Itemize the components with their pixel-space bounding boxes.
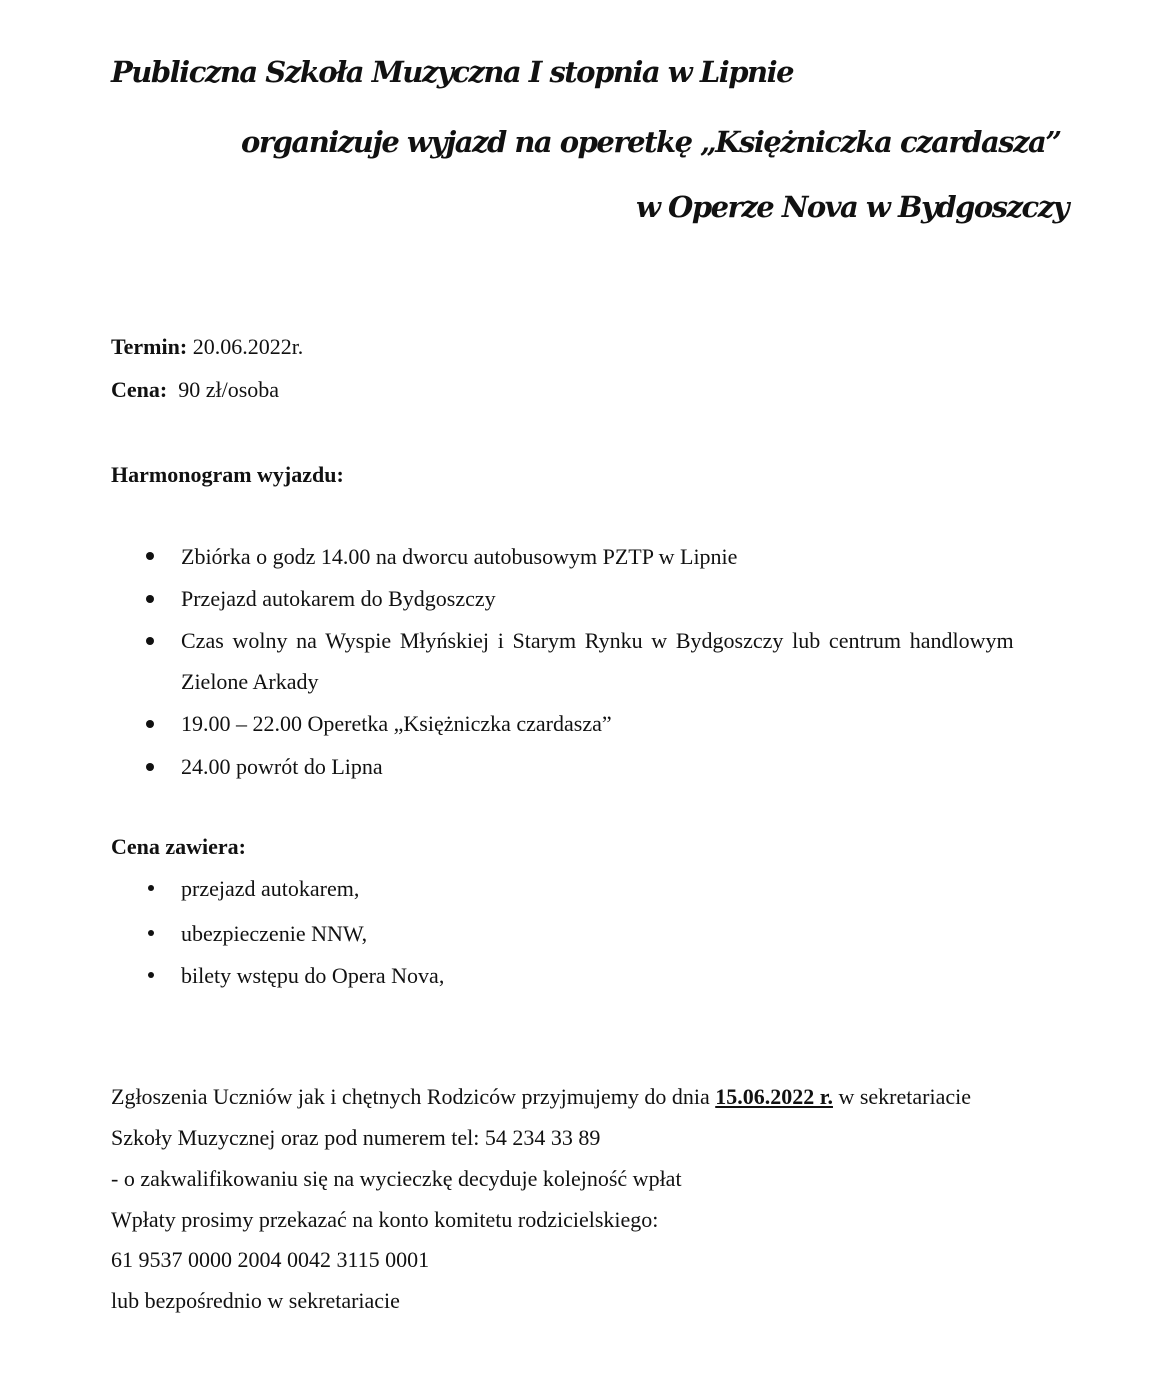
bullet-icon (146, 552, 154, 560)
footer-text-part2: w sekretariacie (838, 1084, 971, 1109)
includes-heading: Cena zawiera: (111, 834, 247, 859)
header-line-2: organizuje wyjazd na operetkę „Księżniczka czardasza” (241, 125, 1061, 159)
footer-line-4: Wpłaty prosimy przekazać na konto komitetu rodzicielskiego: (111, 1207, 659, 1232)
termin-value: 20.06.2022r. (192, 334, 304, 359)
header-line-3: w Operze Nova w Bydgoszczy (636, 190, 1069, 224)
list-item: przejazd autokarem, (181, 876, 360, 901)
bullet-icon (148, 885, 154, 891)
bullet-icon (146, 763, 154, 771)
list-item: bilety wstępu do Opera Nova, (181, 963, 445, 988)
footer-line-1 (111, 1086, 1057, 1108)
bullet-icon (148, 972, 154, 978)
list-item: ubezpieczenie NNW, (181, 921, 368, 946)
bullet-icon (146, 720, 154, 728)
deadline-date: 15.06.2022 r. (715, 1084, 833, 1109)
cena-line (111, 379, 279, 401)
bullet-icon (146, 595, 154, 603)
list-item-text: Czas wolny na Wyspie Młyńskiej i Starym Rynku w Bydgoszczy lub centrum handlowym (181, 628, 1014, 653)
footer-text (111, 1086, 971, 1108)
schedule-heading: Harmonogram wyjazdu: (111, 462, 344, 487)
header-line-1: Publiczna Szkoła Muzyczna I stopnia w Lipnie (111, 55, 794, 89)
footer-line-3: - o zakwalifikowaniu się na wycieczkę decyduje kolejność wpłat (111, 1166, 682, 1191)
footer-text-part1: Zgłoszenia Uczniów jak i chętnych Rodziców przyjmujemy do dnia (111, 1084, 710, 1109)
list-item-continuation: Zielone Arkady (181, 669, 319, 694)
bullet-icon (146, 637, 154, 645)
termin-label: Termin: (111, 334, 188, 359)
footer-line-6: lub bezpośrednio w sekretariacie (111, 1288, 400, 1313)
bullet-icon (148, 930, 154, 936)
list-item: Zbiórka o godz 14.00 na dworcu autobusowym PZTP w Lipnie (181, 544, 738, 569)
list-item: Przejazd autokarem do Bydgoszczy (181, 586, 496, 611)
list-item (181, 630, 1056, 652)
cena-value: 90 zł/osoba (178, 377, 280, 402)
termin-line (111, 336, 303, 358)
list-item: 19.00 – 22.00 Operetka „Księżniczka czardasza” (181, 711, 612, 736)
list-item: 24.00 powrót do Lipna (181, 754, 383, 779)
footer-line-2: Szkoły Muzycznej oraz pod numerem tel: 54 234 33 89 (111, 1125, 601, 1150)
cena-label: Cena: (111, 377, 168, 402)
account-number: 61 9537 0000 2004 0042 3115 0001 (111, 1247, 430, 1272)
